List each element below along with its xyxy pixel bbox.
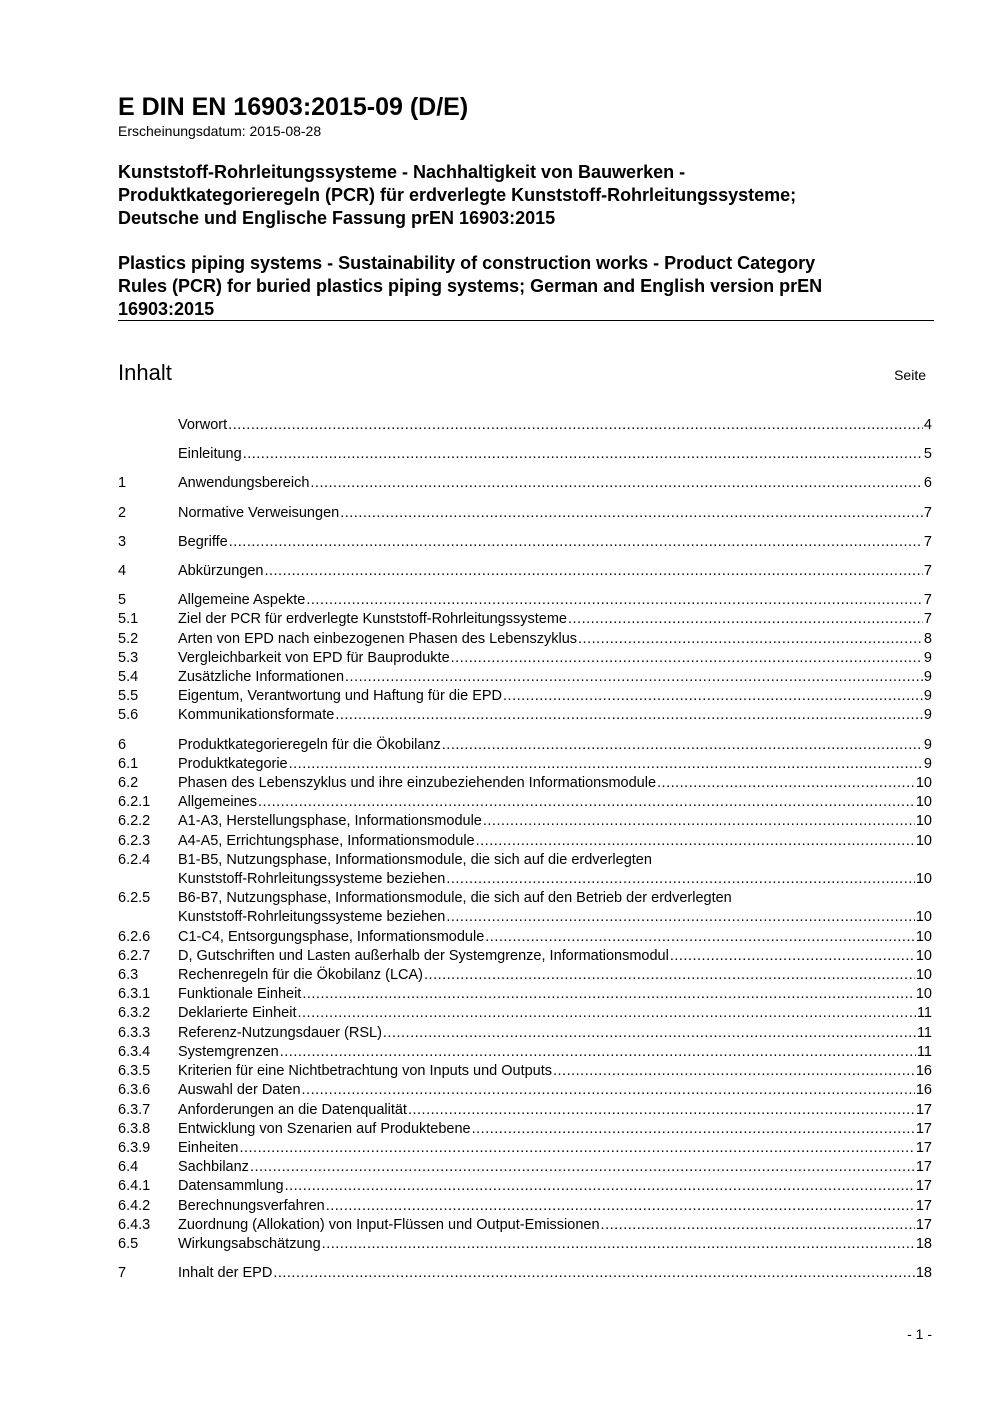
toc-entry-number: 6.3.3 bbox=[118, 1024, 151, 1041]
toc-entry-page: 7 bbox=[923, 504, 932, 521]
toc-entry[interactable] bbox=[118, 966, 932, 985]
toc-entry-number: 6.3.5 bbox=[118, 1063, 151, 1080]
toc-entry-number: 6.4.3 bbox=[118, 1216, 151, 1233]
toc-entry-page: 17 bbox=[915, 1101, 932, 1118]
toc-entry[interactable] bbox=[118, 504, 932, 523]
toc-entry-number: 6.2.7 bbox=[118, 947, 151, 964]
toc-entry-number: 2 bbox=[118, 504, 127, 521]
toc-entry-number: 6.3.4 bbox=[118, 1043, 151, 1060]
toc-entry-number: 5.1 bbox=[118, 611, 139, 628]
toc-entry-label: Wirkungsabschätzung bbox=[178, 1235, 321, 1252]
title-english bbox=[118, 252, 934, 321]
toc-entry-label: Funktionale Einheit bbox=[178, 986, 302, 1003]
toc-entry-label: Auswahl der Daten bbox=[178, 1082, 301, 1099]
toc-entry-number: 6.2.1 bbox=[118, 794, 151, 811]
toc-entry-label: Allgemeines bbox=[178, 794, 257, 811]
toc-entry[interactable] bbox=[118, 591, 932, 610]
toc-entry-label: Referenz-Nutzungsdauer (RSL) bbox=[178, 1024, 382, 1041]
toc-entry-page: 16 bbox=[915, 1082, 932, 1099]
toc-entry-number: 6.3 bbox=[118, 967, 139, 984]
toc-entry[interactable] bbox=[118, 610, 932, 629]
toc-dot-leader bbox=[280, 1043, 916, 1062]
toc-dot-leader bbox=[285, 1177, 915, 1196]
toc-entry-page: 17 bbox=[915, 1120, 932, 1137]
toc-entry[interactable] bbox=[118, 687, 932, 706]
toc-entry-page: 9 bbox=[923, 707, 932, 724]
document-id: E DIN EN 16903:2015-09 (D/E) bbox=[118, 93, 469, 121]
toc-entry-label: Sachbilanz bbox=[178, 1159, 249, 1176]
toc-dot-leader bbox=[601, 1216, 915, 1235]
toc-dot-leader bbox=[476, 832, 915, 851]
toc-dot-leader bbox=[446, 870, 915, 889]
toc-entry-page: 10 bbox=[915, 775, 932, 792]
toc-dot-leader bbox=[424, 966, 915, 985]
toc-heading-row bbox=[118, 360, 926, 388]
toc-entry-label: D, Gutschriften und Lasten außerhalb der Systemgrenze, Informationsmodul bbox=[178, 947, 669, 964]
toc-entry-page: 17 bbox=[915, 1139, 932, 1156]
toc-entry-number: 5.6 bbox=[118, 707, 139, 724]
toc-entry-page: 7 bbox=[923, 563, 932, 580]
toc-entry-number: 6 bbox=[118, 736, 127, 753]
toc-entry-label: Produktkategorie bbox=[178, 755, 288, 772]
toc-entry-label: Zuordnung (Allokation) von Input-Flüssen und Output-Emissionen bbox=[178, 1216, 600, 1233]
toc-entry-label: Anforderungen an die Datenqualität bbox=[178, 1101, 407, 1118]
title-english-line: Plastics piping systems - Sustainability of construction works - Product Category bbox=[118, 253, 816, 273]
toc-dot-leader bbox=[383, 1024, 916, 1043]
toc-entry-page: 18 bbox=[915, 1265, 932, 1282]
toc-entry-label: Einleitung bbox=[178, 446, 242, 463]
toc-entry-number: 6.2 bbox=[118, 775, 139, 792]
toc-entry[interactable] bbox=[118, 533, 932, 552]
title-german bbox=[118, 161, 934, 230]
toc-entry-number: 6.4.2 bbox=[118, 1197, 151, 1214]
toc-entry-label-first-line: B6-B7, Nutzungsphase, Informationsmodule, die sich auf den Betrieb der erdverlegten bbox=[178, 890, 732, 907]
toc-entry-number: 4 bbox=[118, 563, 127, 580]
toc-entry-number: 6.3.9 bbox=[118, 1139, 151, 1156]
toc-entry-label: Berechnungsverfahren bbox=[178, 1197, 325, 1214]
toc-entry[interactable] bbox=[118, 1177, 932, 1196]
toc-entry[interactable] bbox=[118, 736, 932, 755]
toc-entry-page: 9 bbox=[923, 669, 932, 686]
toc-entry[interactable] bbox=[118, 416, 932, 435]
page-number: - 1 - bbox=[907, 1326, 932, 1342]
toc-dot-leader bbox=[485, 928, 915, 947]
toc-entry-page: 6 bbox=[923, 475, 932, 492]
toc-dot-leader bbox=[243, 445, 923, 464]
toc-entry[interactable] bbox=[118, 1197, 932, 1216]
toc-entry-number: 6.3.2 bbox=[118, 1005, 151, 1022]
toc-dot-leader bbox=[553, 1062, 915, 1081]
toc-entry-label: Rechenregeln für die Ökobilanz (LCA) bbox=[178, 967, 424, 984]
toc-entry[interactable] bbox=[118, 474, 932, 493]
toc-entry[interactable] bbox=[118, 1024, 932, 1043]
toc-entry[interactable] bbox=[118, 630, 932, 649]
toc-entry-number: 6.2.3 bbox=[118, 832, 151, 849]
toc-dot-leader bbox=[472, 1120, 915, 1139]
toc-entry[interactable] bbox=[118, 889, 932, 927]
toc-entry-label: Datensammlung bbox=[178, 1178, 284, 1195]
toc-dot-leader bbox=[250, 1158, 915, 1177]
toc-entry-label: Einheiten bbox=[178, 1139, 239, 1156]
toc-entry-page: 17 bbox=[915, 1159, 932, 1176]
toc-entry-label: A1-A3, Herstellungsphase, Informationsmodule bbox=[178, 813, 482, 830]
toc-entry[interactable] bbox=[118, 1264, 932, 1283]
toc-entry-label: Normative Verweisungen bbox=[178, 504, 340, 521]
toc-dot-leader bbox=[302, 985, 915, 1004]
toc-entry[interactable] bbox=[118, 445, 932, 464]
toc-entry-number: 6.2.2 bbox=[118, 813, 151, 830]
toc-entry[interactable] bbox=[118, 1158, 932, 1177]
toc-entry-label-first-line: B1-B5, Nutzungsphase, Informationsmodule, die sich auf die erdverlegten bbox=[178, 851, 652, 868]
toc-entry[interactable] bbox=[118, 1235, 932, 1254]
toc-entry-label: Ziel der PCR für erdverlegte Kunststoff-Rohrleitungssysteme bbox=[178, 611, 567, 628]
toc-dot-leader bbox=[335, 706, 923, 725]
toc-entry-number: 5.2 bbox=[118, 630, 139, 647]
toc-entry-page: 8 bbox=[923, 630, 932, 647]
toc-dot-leader bbox=[264, 562, 922, 581]
toc-entry[interactable] bbox=[118, 1139, 932, 1158]
toc-entry-number: 6.3.1 bbox=[118, 986, 151, 1003]
toc-entry-page: 10 bbox=[915, 832, 932, 849]
toc-entry-page: 10 bbox=[915, 909, 932, 926]
toc-dot-leader bbox=[503, 687, 923, 706]
toc-entry-number: 6.4 bbox=[118, 1159, 139, 1176]
toc-entry-number: 6.3.8 bbox=[118, 1120, 151, 1137]
toc-entry-page: 11 bbox=[916, 1024, 932, 1041]
toc-entry[interactable] bbox=[118, 928, 932, 947]
toc-entry[interactable] bbox=[118, 793, 932, 812]
toc-entry-number: 3 bbox=[118, 533, 127, 550]
toc-dot-leader bbox=[446, 908, 915, 927]
toc-entry-page: 9 bbox=[923, 649, 932, 666]
toc-entry-number: 6.3.7 bbox=[118, 1101, 151, 1118]
toc-dot-leader bbox=[228, 416, 923, 435]
toc-entry-label: Eigentum, Verantwortung und Haftung für die EPD bbox=[178, 688, 503, 705]
toc-entry[interactable] bbox=[118, 1081, 932, 1100]
toc-entry-label: Produktkategorieregeln für die Ökobilanz bbox=[178, 736, 441, 753]
toc-entry-page: 10 bbox=[915, 794, 932, 811]
toc-entry-page: 9 bbox=[923, 755, 932, 772]
toc-dot-leader bbox=[408, 1101, 915, 1120]
toc-entry-number: 5 bbox=[118, 592, 127, 609]
toc-entry-number: 5.5 bbox=[118, 688, 139, 705]
toc-entry[interactable] bbox=[118, 649, 932, 668]
toc-entry[interactable] bbox=[118, 1216, 932, 1235]
toc-entry-label: Allgemeine Aspekte bbox=[178, 592, 306, 609]
toc-entry-label: Kunststoff-Rohrleitungssysteme beziehen bbox=[178, 909, 446, 926]
toc-dot-leader bbox=[322, 1235, 915, 1254]
toc-entry-page: 10 bbox=[915, 947, 932, 964]
toc-entry[interactable] bbox=[118, 851, 932, 889]
toc-dot-leader bbox=[326, 1197, 915, 1216]
toc-entry[interactable] bbox=[118, 1043, 932, 1062]
toc-page-column-label: Seite bbox=[894, 367, 926, 383]
toc-dot-leader bbox=[310, 474, 923, 493]
toc-entry-label: Zusätzliche Informationen bbox=[178, 669, 345, 686]
toc-entry-number: 1 bbox=[118, 475, 127, 492]
toc-entry-label: Anwendungsbereich bbox=[178, 475, 310, 492]
toc-dot-leader bbox=[657, 774, 915, 793]
toc-entry[interactable] bbox=[118, 706, 932, 725]
toc-entry-label: Vergleichbarkeit von EPD für Bauprodukte bbox=[178, 649, 450, 666]
toc-entry-label: C1-C4, Entsorgungsphase, Informationsmodule bbox=[178, 928, 485, 945]
toc-dot-leader bbox=[670, 947, 915, 966]
toc-entry-label: Phasen des Lebenszyklus und ihre einzubeziehenden Informationsmodule bbox=[178, 775, 657, 792]
toc-entry[interactable] bbox=[118, 668, 932, 687]
toc-entry-page: 5 bbox=[923, 446, 932, 463]
toc-entry[interactable] bbox=[118, 1062, 932, 1081]
toc-entry-page: 11 bbox=[916, 1005, 932, 1022]
toc-entry-page: 10 bbox=[915, 967, 932, 984]
toc-entry[interactable] bbox=[118, 1120, 932, 1139]
toc-entry-label: Kriterien für eine Nichtbetrachtung von Inputs und Outputs bbox=[178, 1063, 552, 1080]
toc-entry[interactable] bbox=[118, 774, 932, 793]
toc-entry-label: Kunststoff-Rohrleitungssysteme beziehen bbox=[178, 871, 446, 888]
toc-dot-leader bbox=[297, 1004, 915, 1023]
toc-entry-page: 18 bbox=[915, 1235, 932, 1252]
toc-entry-page: 7 bbox=[923, 592, 932, 609]
toc-entry-number: 6.2.5 bbox=[118, 890, 151, 907]
toc-entry-page: 4 bbox=[923, 417, 932, 433]
toc-entry[interactable] bbox=[118, 1004, 932, 1023]
toc-entry-number: 7 bbox=[118, 1265, 127, 1282]
toc-entry-label: A4-A5, Errichtungsphase, Informationsmodule bbox=[178, 832, 475, 849]
toc-entry-number: 6.1 bbox=[118, 755, 139, 772]
toc-dot-leader bbox=[289, 755, 923, 774]
toc-entry-page: 17 bbox=[915, 1178, 932, 1195]
toc-entry-page: 11 bbox=[916, 1043, 932, 1060]
toc-entry-page: 7 bbox=[923, 611, 932, 628]
title-german-line: Produktkategorieregeln (PCR) für erdverlegte Kunststoff-Rohrleitungssysteme; bbox=[118, 185, 797, 205]
toc-entry[interactable] bbox=[118, 832, 932, 851]
toc-entry-page: 10 bbox=[915, 813, 932, 830]
header-divider bbox=[118, 320, 934, 321]
toc-dot-leader bbox=[239, 1139, 914, 1158]
toc-dot-leader bbox=[258, 793, 915, 812]
toc-dot-leader bbox=[483, 812, 915, 831]
table-of-contents bbox=[118, 416, 932, 1283]
toc-entry[interactable] bbox=[118, 1101, 932, 1120]
toc-entry-number: 6.2.4 bbox=[118, 851, 151, 868]
toc-dot-leader bbox=[306, 591, 923, 610]
toc-dot-leader bbox=[568, 610, 923, 629]
toc-entry-page: 17 bbox=[915, 1216, 932, 1233]
toc-entry[interactable] bbox=[118, 755, 932, 774]
toc-dot-leader bbox=[451, 649, 923, 668]
toc-dot-leader bbox=[229, 533, 923, 552]
toc-entry[interactable] bbox=[118, 947, 932, 966]
toc-title: Inhalt bbox=[118, 360, 172, 385]
toc-entry-number: 6.2.6 bbox=[118, 928, 151, 945]
toc-entry-page: 10 bbox=[915, 986, 932, 1003]
toc-entry[interactable] bbox=[118, 562, 932, 581]
toc-entry-number: 6.4.1 bbox=[118, 1178, 151, 1195]
toc-entry-label: Begriffe bbox=[178, 533, 228, 550]
toc-entry-label: Entwicklung von Szenarien auf Produktebene bbox=[178, 1120, 471, 1137]
title-english-line: Rules (PCR) for buried plastics piping systems; German and English version prEN bbox=[118, 276, 823, 296]
toc-entry-page: 9 bbox=[923, 736, 932, 753]
toc-entry-page: 7 bbox=[923, 533, 932, 550]
toc-entry-number: 5.4 bbox=[118, 669, 139, 686]
toc-entry-label: Vorwort bbox=[178, 417, 228, 433]
toc-entry-label: Inhalt der EPD bbox=[178, 1265, 273, 1282]
toc-dot-leader bbox=[345, 668, 923, 687]
toc-dot-leader bbox=[302, 1081, 915, 1100]
toc-entry-label: Deklarierte Einheit bbox=[178, 1005, 297, 1022]
document-header bbox=[118, 92, 934, 321]
toc-entry-number: 5.3 bbox=[118, 649, 139, 666]
title-german-line: Kunststoff-Rohrleitungssysteme - Nachhaltigkeit von Bauwerken - bbox=[118, 162, 686, 182]
toc-entry[interactable] bbox=[118, 812, 932, 831]
toc-dot-leader bbox=[273, 1264, 915, 1283]
toc-entry-page: 16 bbox=[915, 1063, 932, 1080]
toc-entry-page: 17 bbox=[915, 1197, 932, 1214]
toc-entry-page: 9 bbox=[923, 688, 932, 705]
toc-entry-label: Systemgrenzen bbox=[178, 1043, 279, 1060]
toc-dot-leader bbox=[340, 504, 923, 523]
toc-dot-leader bbox=[578, 630, 923, 649]
toc-entry-label: Kommunikationsformate bbox=[178, 707, 335, 724]
toc-entry-label: Arten von EPD nach einbezogenen Phasen des Lebenszyklus bbox=[178, 630, 578, 647]
toc-entry-number: 6.3.6 bbox=[118, 1082, 151, 1099]
title-english-line: 16903:2015 bbox=[118, 299, 215, 319]
issue-date: Erscheinungsdatum: 2015-08-28 bbox=[118, 123, 322, 139]
toc-entry-page: 10 bbox=[915, 871, 932, 888]
toc-entry-label: Abkürzungen bbox=[178, 563, 264, 580]
toc-entry-page: 10 bbox=[915, 928, 932, 945]
toc-entry-number: 6.5 bbox=[118, 1235, 139, 1252]
toc-entry[interactable] bbox=[118, 985, 932, 1004]
toc-dot-leader bbox=[442, 736, 923, 755]
title-german-line: Deutsche und Englische Fassung prEN 16903:2015 bbox=[118, 208, 556, 228]
